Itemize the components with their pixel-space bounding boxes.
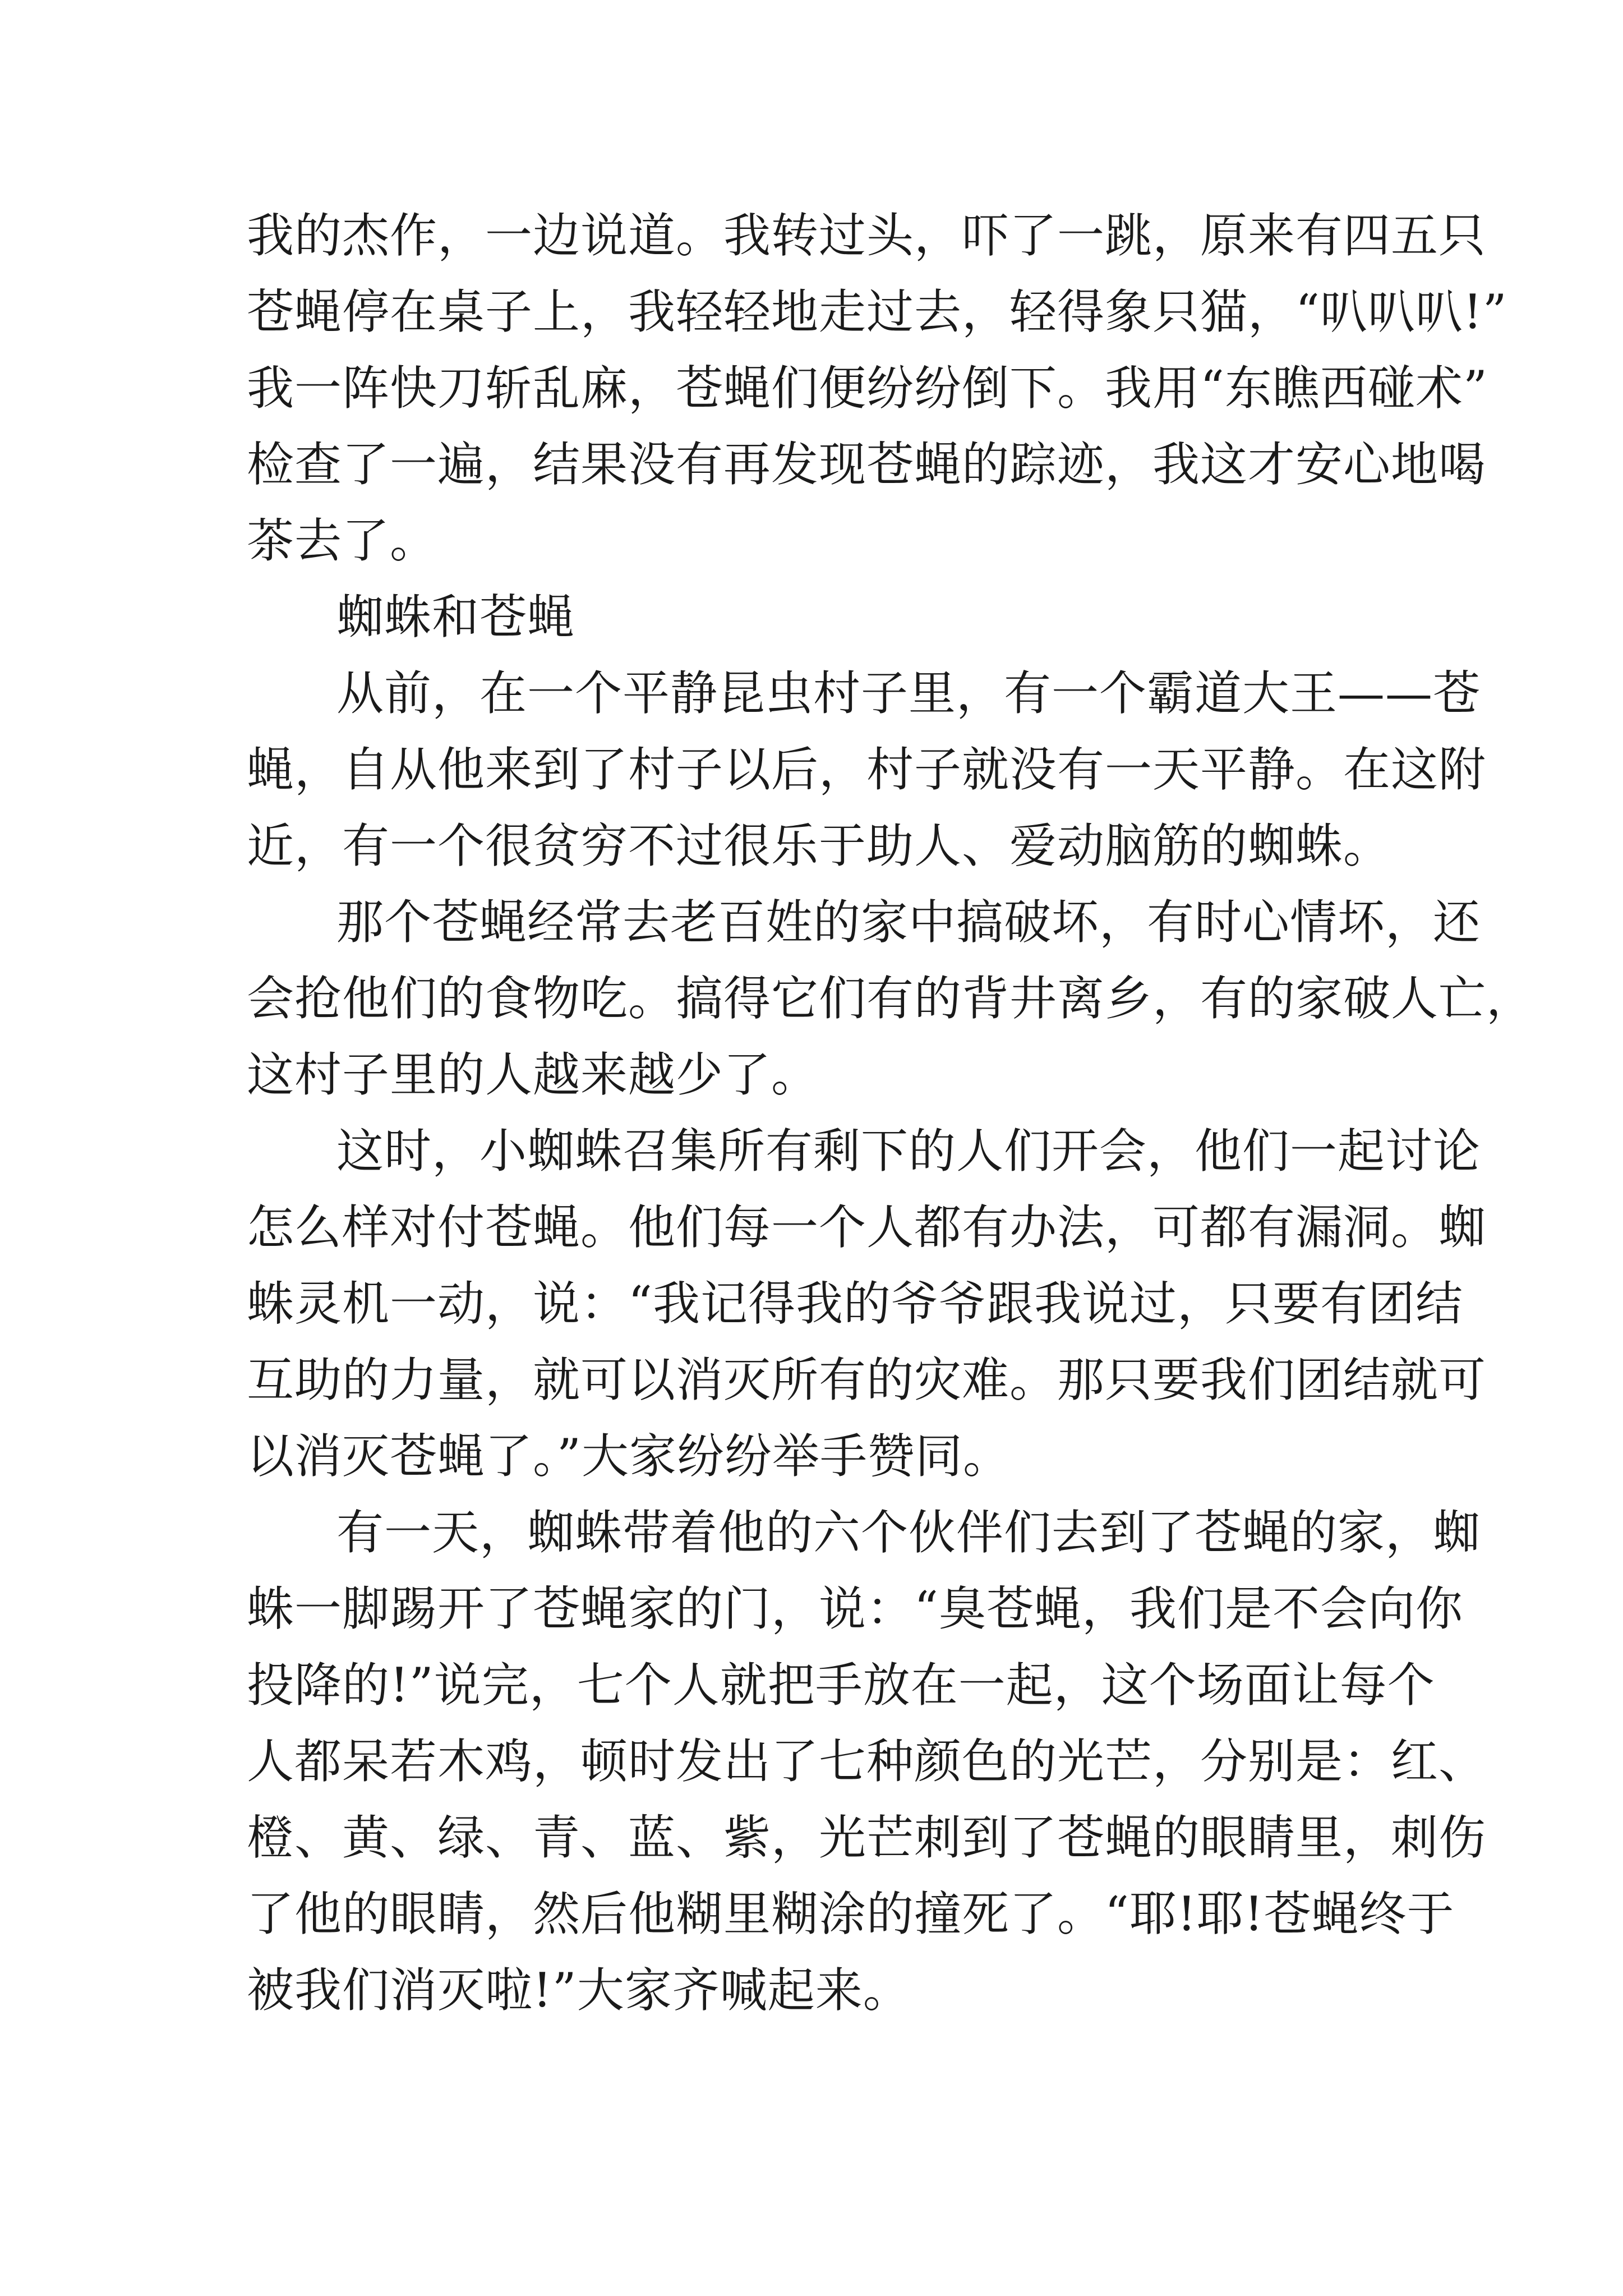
text-line: 我的杰作，一边说道。我转过头，吓了一跳，原来有四五只: [247, 208, 1487, 263]
text-line: 被我们消灭啦!”大家齐喊起来。: [247, 1963, 911, 2018]
text-line: 蛛灵机一动，说：“我记得我的爷爷跟我说过，只要有团结: [247, 1276, 1463, 1331]
text-line: 从前，在一个平静昆虫村子里，有一个霸道大王——苍: [336, 666, 1481, 721]
text-line: 这村子里的人越来越少了。: [247, 1047, 819, 1102]
text-line: 怎么样对付苍蝇。他们每一个人都有办法，可都有漏洞。蜘: [247, 1200, 1487, 1255]
text-line: 检查了一遍，结果没有再发现苍蝇的踪迹，我这才安心地喝: [247, 437, 1487, 492]
text-line: 茶去了。: [247, 513, 438, 568]
text-line: 投降的!”说完，七个人就把手放在一起，这个场面让每个: [247, 1658, 1435, 1713]
text-line: 会抢他们的食物吃。搞得它们有的背井离乡，有的家破人亡，: [247, 971, 1534, 1026]
text-line: 有一天，蜘蛛带着他的六个伙伴们去到了苍蝇的家，蜘: [336, 1505, 1481, 1560]
text-line: 我一阵快刀斩乱麻，苍蝇们便纷纷倒下。我用“东瞧西碰术”: [247, 361, 1488, 416]
text-line: 蝇，自从他来到了村子以后，村子就没有一天平静。在这附: [247, 742, 1487, 797]
text-line: 蛛一脚踢开了苍蝇家的门，说：“臭苍蝇，我们是不会向你: [247, 1581, 1463, 1636]
section-title: 蜘蛛和苍蝇: [336, 590, 575, 645]
text-line: 橙、黄、绿、青、蓝、紫，光芒刺到了苍蝇的眼睛里，刺伤: [247, 1810, 1487, 1865]
text-line: 这时，小蜘蛛召集所有剩下的人们开会，他们一起讨论: [336, 1124, 1481, 1179]
text-line: 苍蝇停在桌子上，我轻轻地走过去，轻得象只猫，“叭叭叭!”: [247, 284, 1507, 339]
text-line: 近，有一个很贫穷不过很乐于助人、爱动脑筋的蜘蛛。: [247, 818, 1391, 873]
text-line: 那个苍蝇经常去老百姓的家中搞破坏，有时心情坏，还: [336, 895, 1481, 950]
text-line: 了他的眼睛，然后他糊里糊涂的撞死了。“耶!耶!苍蝇终于: [247, 1887, 1455, 1941]
text-line: 以消灭苍蝇了。”大家纷纷举手赞同。: [247, 1429, 1011, 1484]
text-line: 互助的力量，就可以消灭所有的灾难。那只要我们团结就可: [247, 1352, 1487, 1407]
text-line: 人都呆若木鸡，顿时发出了七种颜色的光芒，分别是：红、: [247, 1734, 1487, 1789]
